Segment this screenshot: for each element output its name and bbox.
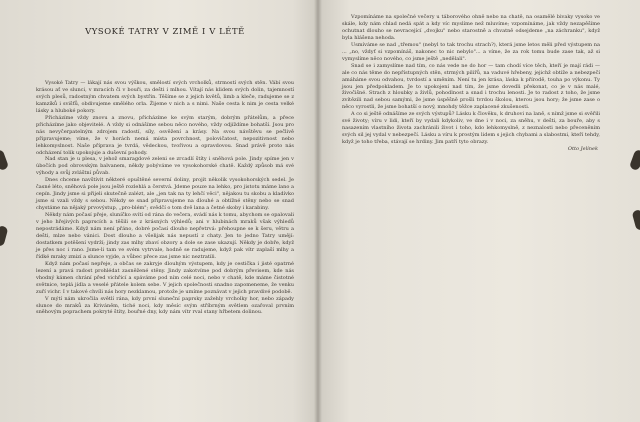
paragraph: Snad se i zamyslíme nad tím, co nás vede ne do hor — tam chodí více těch, kteří je mají rádi — ale co nás těme do nepřístupných stěn, strmých pilířů, na vaduvé hřebeny, jejichž obtíže a nebezpečí amáháme svou odvahou, tvrdostí a uměním. Není tu jen krása, láska k přírodě, touha po výkonu. Ty jsou jen předpokladem. Je to upokojení nad tím, že jsme dovedli překonat, co je v nás malé, živočišné. Strach z hloubky a živlů, pohodlnost a snad i trochu lenosti. Je to radost z toho, že jsme zvítězili nad sebou samými, že jsme úspěšně prošli tvrdou školou, kterou jsou hory; že jsme zase o něco vyrostli, že jsme bohatší o nový, mnohdy těžce zaplacené zkušenosti. bbox=[342, 62, 600, 111]
paragraph: Usmíváme se nad „třemou" (nebyl to tak trochu strach?), která jsme letos měli před výstupem na ... „no, vždyť si vzpomínáš, nakonec to nic nebylo"... a víme, že za rok tomu bude zase tak, až si vymyslíme něco nového, co jsme ještě „nedělali". bbox=[342, 41, 600, 62]
left-page-text bbox=[36, 80, 294, 316]
left-page bbox=[0, 0, 318, 422]
paragraph: Dnes chceme navštívit některé opuštěné severní doliny, projít několik vysokohorských sedel. Je časné léto, sněhová pole jsou ještě rozlehlá a čerstvá. Jdeme pouze na lehko, pro jistotu máme lano a cepín. Jindy jsme si přijeli skutečně zalézt, ale „jen tak na ty lehčí věci", nějakou tu skobu a kladívko jsme si vzali vždy s sebou. Někdy se snad připravujeme na dlouhé a obtížné stěny nebo se snad chystáme na nějaký prvovýstup, „pro-blém"; svědčí o tom dvě lana a četné skoby i karabiny. bbox=[36, 177, 294, 212]
page-title: VYSOKÉ TATRY V ZIMĚ I V LÉTĚ bbox=[85, 26, 245, 36]
paragraph: Nad stan je u plesa, v jehož smaragdové zeleni se zrcadlí štíty i sněhová pole. Jindy spíme jen v úbočích pod obrovským balvanem, někdy pobýváme ve vysokohorské chatě. Každý způsob má své výhody a svůj zvláštní půvab. bbox=[36, 156, 294, 177]
paragraph: Když nám počasí nepřeje, a občas se zakryje dlouhým výstupem, kdy je cestička i jisté opatrné lezení a pravá radost prohlédat zasněžené stěny. Jindy zakotvíme pod dobrým převisem, kde nás vhodný kámen chrání před vichřicí a spáváme pod ním celé noci, nebo v chatě, kde máme čistotné světnice, teplá jídla a veselé přátele kolem sebe. V jejich společnosti snadno zapomeneme, že venku zuří vichr. I v takové chvíli nás hory nezklamou, protože je umíme poznávat v jejich pravdivé podobě. bbox=[36, 260, 294, 295]
paragraph: Vysoké Tatry — lákají nás svou výškou, smělostí svých vrcholků, strmostí svých stěn. Vábí svou krásou ať ve slunci, v mracích či v bouři, za dešti i mlhou. Vítají nás klidem svých dolin, tajemností svých plesů, radostným chvatem svých bystřin. Těšíme se z jejich květů, limb a kleče, radujeme se z kamzíků i svišťů, obdivujeme smělého orla. Žijeme v nich a s nimi. Naše cesta k nim je cesta velké lásky a hluboké pokory. bbox=[36, 80, 294, 114]
paragraph: A co si ještě odnášíme ze svých výstupů? Lásku k člověku, k druhovi na laně, s nímž jsme si svěřili své životy; víru v lidi, kteří by vydali kdykoliv, ve dne i v noci, za sněhu, v dešti, za bouře, aby s nasazením vlastního života zachránili život i toho, kdo lehkomyslně, z neznalosti nebo přeceněním svých sil jej vydal v nebezpečí. Lásku a víru k prostým lidem s jejich chybami a slabostmi, kteří tehdy, když je toho třeba, stávají se hrdiny. Jim patří tyto obrazy. bbox=[342, 111, 600, 146]
paragraph: Vzpomínáme na společné večery u táborového ohně nebo na chatě, na osamělé bivaky vysoko ve skále, kdy nám chlad nedá spát a kdy víc myslíme než mluvíme; vzpomínáme, jak vždy nezapěšíme ochutnat dlouho se nevracející „dvojku" nebo starostně a chvatně odsejdeme „na záchranku", když byla hlášena nehoda. bbox=[342, 14, 600, 41]
author-signature: Otto Jelínek bbox=[567, 146, 598, 153]
paragraph: Někdy nám počasí přeje, sluníčko svítí od rána do večera, svádí nás k tomu, abychom se opalovali v jeho hřejivých paprscích a těšili se z krásných výhledů; ani v hlubinách mraků však výhledů nepostrádáme. Když nám není přáno, dobré počasí dlouho nepřetrvá: přehoupne se k šeru, větru a dešti, mlze nebo vánici. Dost dlouho a všelijak nás nepustí z chaty. Jen to jedno Tatry umějí: dostatkem potěšení vydrží; jindy zas mlhy zbaví obzory a dole se zase ukazují. Někdy je dobře, když je přes noc i rano. Jsme-li tam ve svém vytrvale, hodně se radujeme, když pak vítr zaplaší mlhy a řídké mraky zmizí a slunce vyjde, a vůbec přece zas jsme nic neztratili. bbox=[36, 212, 294, 260]
paragraph: Přicházíme vždy znovu a znovu, přicházíme ke svým starým, dobrým přátelům, a přece přicházíme jako objevitelé. A vždy si odnášíme sebou něco nového, vždy odjíždíme bohatší. Jsou pro nás nevyčerpatelným zdrojem radostí, síly, osvěžení a krásy. Na svou návštěvu se pečlivě připravujeme; víme, že v horách nemá místa povrchnost, polovičatost, nepozitivnost nebo lehkomyslnost. Naše příprava je tvrdá, vědeckou, tvořivou a opravdovou. Snad právě proto nás odcházení tolik upokojuje a duševní pohody. bbox=[36, 114, 294, 156]
paragraph: V mýtí nám ukročila světlí rána, kdy první sluneční paprsky zažehly vrcholky hor, nebo západy slunce do mraků za Kriváněm, tiché noci, kdy měsíc svým stříbrným světlem ozařoval prvním sněhovým poprachem pokryté štíty, bouřné dny, kdy nám vítr rval stany hřbetem dolinou. bbox=[36, 295, 294, 316]
right-page-text bbox=[342, 14, 600, 153]
book-gutter bbox=[314, 0, 322, 422]
